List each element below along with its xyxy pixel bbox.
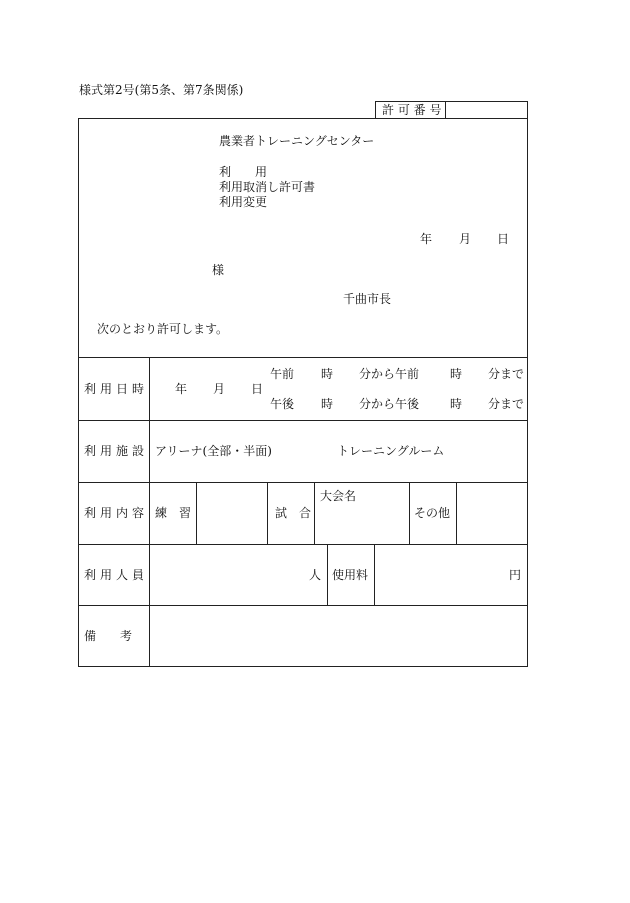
pm-until: 分まで: [488, 397, 525, 411]
date-year: 年: [420, 232, 433, 246]
am-hour: 時: [321, 367, 334, 381]
use-option-cancel: 利用取消し許可書: [219, 180, 316, 194]
permit-statement: 次のとおり許可します。: [97, 322, 229, 336]
content-label: 利用内容: [84, 506, 149, 520]
pm-from: 分から午後: [359, 397, 420, 411]
addressee-suffix: 様: [212, 263, 225, 277]
date-month: 月: [459, 232, 472, 246]
pm-hour: 時: [321, 397, 334, 411]
content-match-label: 試 合: [275, 506, 312, 520]
content-other-label: その他: [414, 506, 451, 520]
content-practice-label: 練 習: [155, 506, 192, 520]
datetime-year: 年: [175, 382, 188, 396]
facility-label: 利用施設: [84, 444, 149, 458]
use-option-use: 利 用: [219, 165, 268, 179]
content-other-field[interactable]: [460, 486, 524, 540]
pm-period: 午後: [270, 397, 295, 411]
use-option-change: 利用変更: [219, 195, 268, 209]
date-day: 日: [497, 232, 510, 246]
people-unit: 人: [309, 568, 322, 582]
pm-hour2: 時: [450, 397, 463, 411]
remarks-label: 備 考: [84, 629, 133, 643]
datetime-day: 日: [251, 382, 264, 396]
facility-option-arena[interactable]: アリーナ(全部・半面): [155, 444, 272, 458]
permit-number-label: 許 可 番 号: [382, 103, 442, 117]
fee-unit: 円: [509, 568, 522, 582]
am-hour2: 時: [450, 367, 463, 381]
people-label: 利用人員: [84, 568, 149, 582]
am-until: 分まで: [488, 367, 525, 381]
content-tournament-label: 大会名: [320, 489, 357, 503]
content-practice-field[interactable]: [200, 486, 262, 540]
facility-title: 農業者トレーニングセンター: [219, 134, 375, 148]
datetime-month: 月: [213, 382, 226, 396]
am-from: 分から午前: [359, 367, 420, 381]
am-period: 午前: [270, 367, 295, 381]
facility-option-training-room[interactable]: トレーニングルーム: [337, 444, 445, 458]
datetime-label: 利用日時: [84, 382, 149, 396]
permit-number-field[interactable]: [450, 104, 522, 116]
fee-label: 使用料: [332, 568, 369, 582]
form-label: 様式第2号(第5条、第7条関係): [79, 83, 244, 97]
issuer: 千曲市長: [343, 292, 392, 306]
remarks-field[interactable]: [153, 609, 523, 663]
